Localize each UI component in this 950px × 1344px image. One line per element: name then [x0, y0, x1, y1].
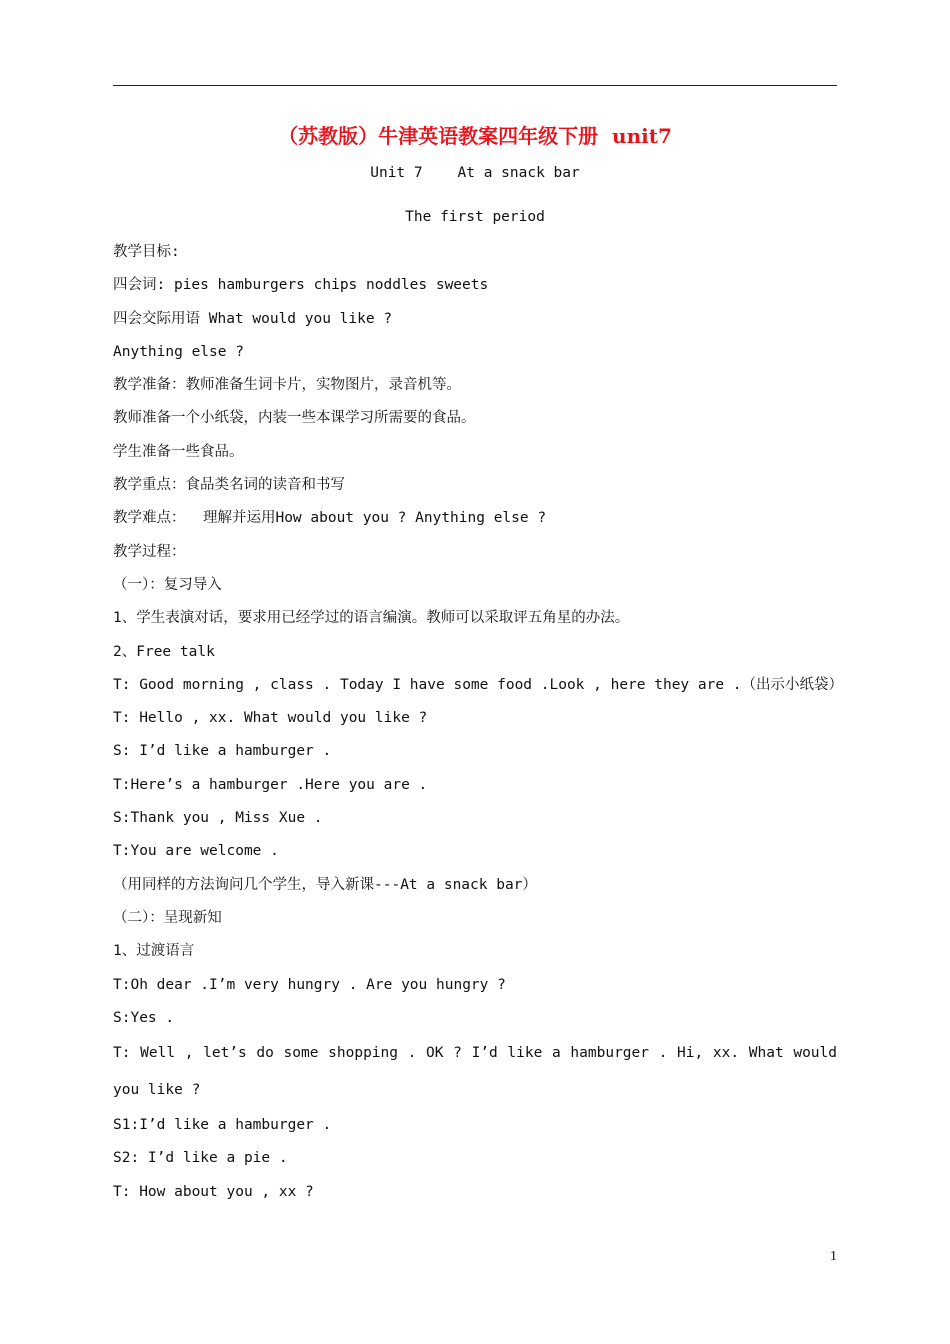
dialogue-line: S:Yes .: [113, 1009, 175, 1026]
dialogue-line: T: Good morning , class . Today I have some food .Look , here they are .（出示小纸袋）: [113, 676, 844, 693]
text-line: 教学目标:: [113, 244, 180, 260]
text-line: 四会交际用语 What would you like ?: [113, 310, 393, 327]
dialogue-line: T: Hello , xx. What would you like ?: [113, 710, 428, 727]
section-heading: （二）：呈现新知: [113, 909, 222, 926]
dialogue-line: S: I’d like a hamburger .: [113, 743, 332, 760]
text-line: 教学准备：教师准备生词卡片，实物图片，录音机等。: [113, 377, 461, 394]
dialogue-line: S2: I’d like a pie .: [113, 1150, 288, 1167]
dialogue-line: T:You are welcome .: [113, 843, 279, 860]
section-heading: （一）：复习导入: [113, 576, 222, 593]
text-line: 1、学生表演对话，要求用已经学过的语言编演。教师可以采取评五角星的办法。: [113, 610, 630, 627]
lesson-plan-body: [113, 236, 844, 1209]
text-line: 四会词: pies hamburgers chips noddles sweets: [113, 277, 489, 294]
text-line: 教学过程：: [113, 543, 186, 560]
page-number: 1: [830, 1249, 837, 1264]
text-line: （用同样的方法询问几个学生，导入新课---At a snack bar）: [113, 876, 537, 893]
text-line: Anything else ?: [113, 343, 244, 360]
dialogue-line: S:Thank you , Miss Xue .: [113, 810, 323, 827]
text-line: 2、Free talk: [113, 643, 215, 660]
document-title: （苏教版）牛津英语教案四年级下册 unit7: [278, 124, 672, 148]
text-line: 1、过渡语言: [113, 943, 195, 960]
dialogue-line: T:Here’s a hamburger .Here you are .: [113, 776, 428, 793]
dialogue-line: T: How about you , xx ?: [113, 1183, 314, 1200]
dialogue-line: S1:I’d like a hamburger .: [113, 1117, 332, 1134]
dialogue-line-wrapped: T: Well , let’s do some shopping . OK ? I’d like a hamburger . Hi, xx. What would you like ?: [113, 1045, 837, 1099]
dialogue-line: T:Oh dear .I’m very hungry . Are you hungry ?: [113, 976, 506, 993]
unit-subtitle: Unit 7 At a snack bar: [370, 165, 580, 181]
text-line: 教师准备一个小纸袋，内装一些本课学习所需要的食品。: [113, 410, 476, 427]
text-line: 学生准备一些食品。: [113, 443, 244, 460]
header-rule: [113, 85, 837, 86]
text-line: 教学难点： 理解并运用How about you ? Anything else ?: [113, 510, 547, 527]
period-heading: The first period: [405, 209, 545, 225]
text-line: 教学重点：食品类名词的读音和书写: [113, 477, 345, 494]
